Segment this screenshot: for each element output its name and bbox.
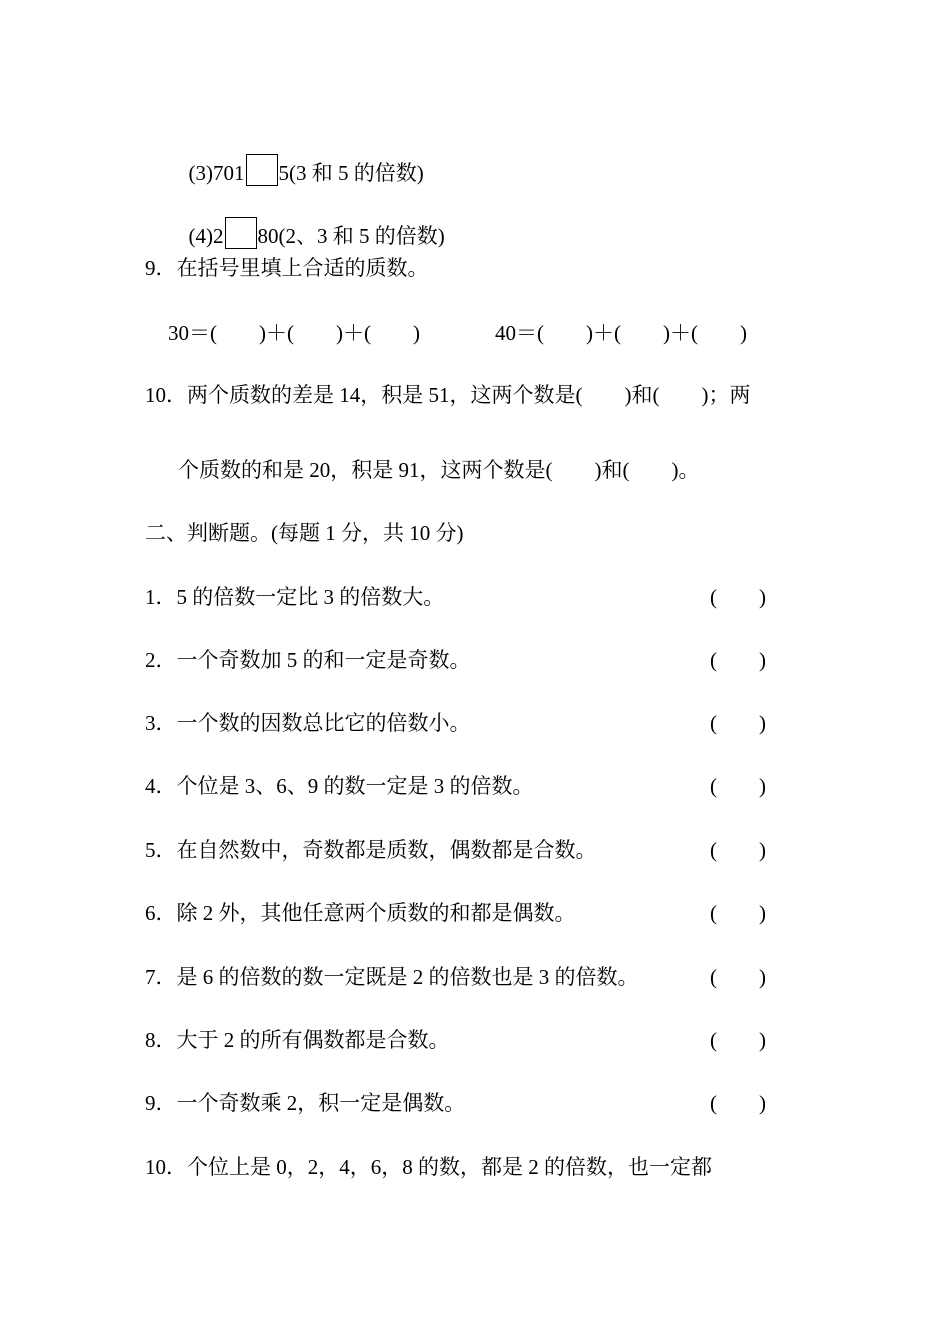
- question-10-line-1: 10．两个质数的差是 14，积是 51，这两个数是( )和( )；两: [145, 383, 751, 407]
- answer-blank[interactable]: ( ): [710, 774, 766, 798]
- question-10-line-2: 个质数的和是 20，积是 91，这两个数是( )和( )。: [178, 458, 700, 482]
- answer-blank[interactable]: ( ): [710, 965, 766, 989]
- judgment-item: 2．一个奇数加 5 的和一定是奇数。: [145, 648, 471, 672]
- answer-blank[interactable]: ( ): [710, 1091, 766, 1115]
- answer-blank[interactable]: ( ): [710, 901, 766, 925]
- question-9-title: 9．在括号里填上合适的质数。: [145, 256, 429, 280]
- question-9-equation-40: 40＝( )＋( )＋( ): [495, 321, 747, 345]
- answer-blank[interactable]: ( ): [710, 585, 766, 609]
- judgment-item: 7．是 6 的倍数的数一定既是 2 的倍数也是 3 的倍数。: [145, 965, 639, 989]
- fill-item-3-suffix: 5(3 和 5 的倍数): [278, 161, 424, 185]
- answer-blank[interactable]: ( ): [710, 838, 766, 862]
- fill-item-4: [178, 189, 445, 250]
- answer-blank[interactable]: ( ): [710, 711, 766, 735]
- section-heading-judgment: 二、判断题。(每题 1 分，共 10 分): [145, 521, 464, 545]
- judgment-item: 9．一个奇数乘 2，积一定是偶数。: [145, 1091, 466, 1115]
- fill-item-4-suffix: 80(2、3 和 5 的倍数): [257, 224, 445, 248]
- digit-box[interactable]: [246, 154, 278, 186]
- judgment-item: 1．5 的倍数一定比 3 的倍数大。: [145, 585, 445, 609]
- judgment-item-10: 10．个位上是 0，2，4，6，8 的数，都是 2 的倍数，也一定都: [145, 1155, 712, 1179]
- judgment-item: 4．个位是 3、6、9 的数一定是 3 的倍数。: [145, 774, 534, 798]
- answer-blank[interactable]: ( ): [710, 648, 766, 672]
- judgment-item: 5．在自然数中，奇数都是质数，偶数都是合数。: [145, 838, 597, 862]
- judgment-item: 3．一个数的因数总比它的倍数小。: [145, 711, 471, 735]
- question-9-equation-30: 30＝( )＋( )＋( ): [168, 321, 420, 345]
- fill-item-3: [178, 126, 424, 187]
- digit-box[interactable]: [225, 217, 257, 249]
- judgment-item: 6．除 2 外，其他任意两个质数的和都是偶数。: [145, 901, 576, 925]
- fill-item-3-prefix: (3)701: [188, 161, 245, 185]
- judgment-item: 8．大于 2 的所有偶数都是合数。: [145, 1028, 450, 1052]
- answer-blank[interactable]: ( ): [710, 1028, 766, 1052]
- fill-item-4-prefix: (4)2: [188, 224, 224, 248]
